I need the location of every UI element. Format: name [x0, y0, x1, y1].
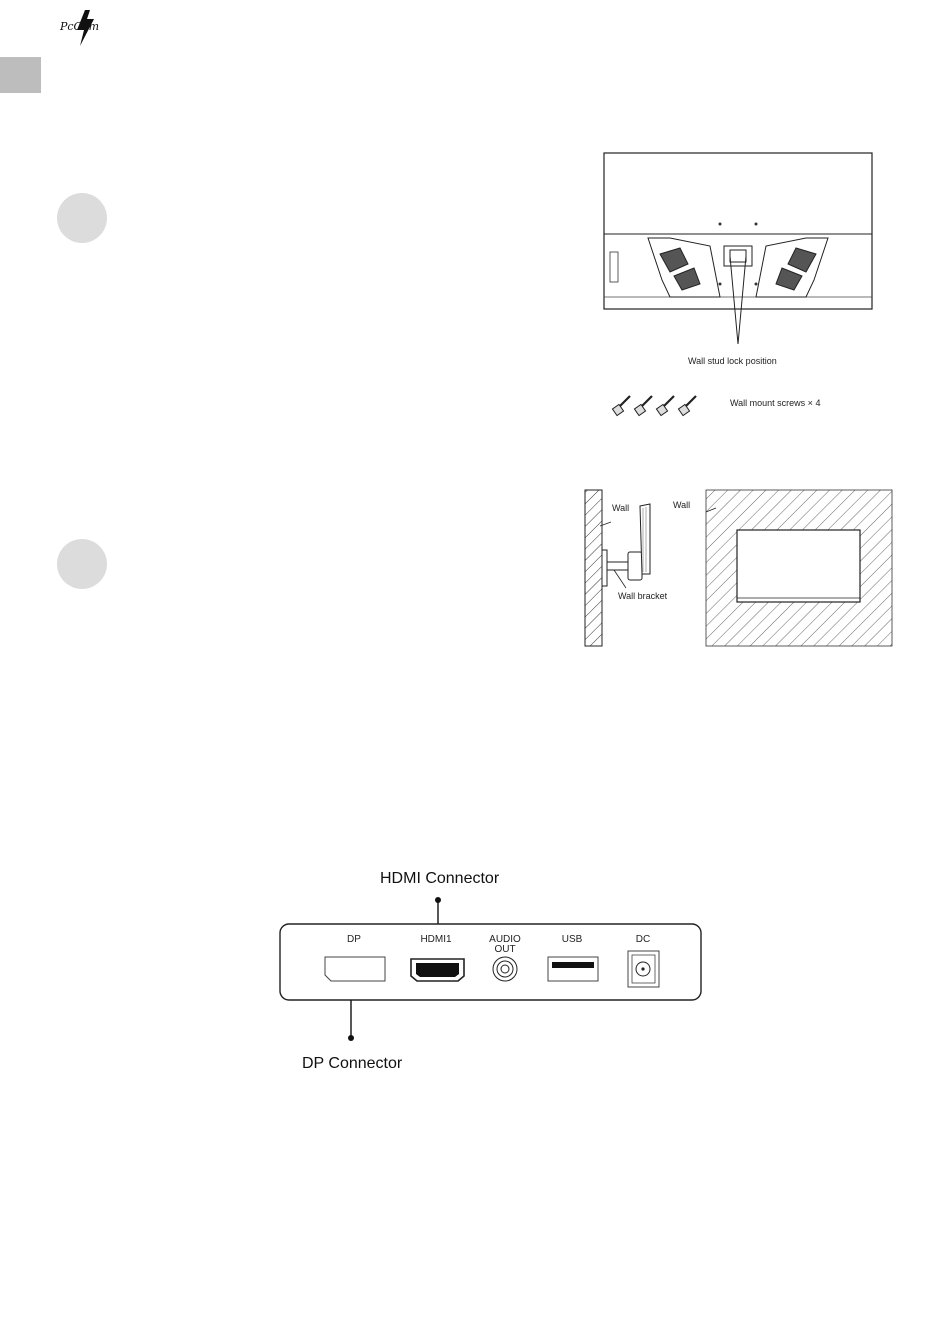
step-circle-2 — [57, 539, 107, 589]
monitor-back-illustration — [600, 150, 880, 365]
hdmi-connector-callout: HDMI Connector — [380, 870, 500, 887]
port-label-usb: USB — [561, 934, 583, 945]
front-wall-label: Wall — [673, 500, 691, 510]
port-label-audio-out: AUDIO OUT — [489, 934, 521, 955]
wall-side-view-illustration — [580, 486, 680, 650]
port-label-dc: DC — [635, 934, 651, 945]
dp-connector-callout: DP Connector — [302, 1055, 403, 1072]
port-label-hdmi1: HDMI1 — [420, 934, 452, 945]
wall-mount-screws-label: Wall mount screws × 4 — [730, 398, 821, 408]
language-tab — [0, 57, 41, 93]
wall-stud-lock-label: Wall stud lock position — [688, 356, 777, 366]
connector-panel-illustration — [276, 893, 706, 1043]
wall-front-view-illustration — [704, 488, 894, 648]
step-circle-1 — [57, 193, 107, 243]
wall-mount-screws-illustration — [610, 392, 710, 420]
port-label-dp: DP — [347, 934, 361, 945]
side-wall-label: Wall — [612, 503, 630, 513]
wall-bracket-label: Wall bracket — [618, 591, 668, 601]
logo-text: PcCom — [60, 20, 100, 33]
pccom-logo — [58, 8, 112, 48]
pccom-lightning-logo-icon — [58, 8, 112, 48]
